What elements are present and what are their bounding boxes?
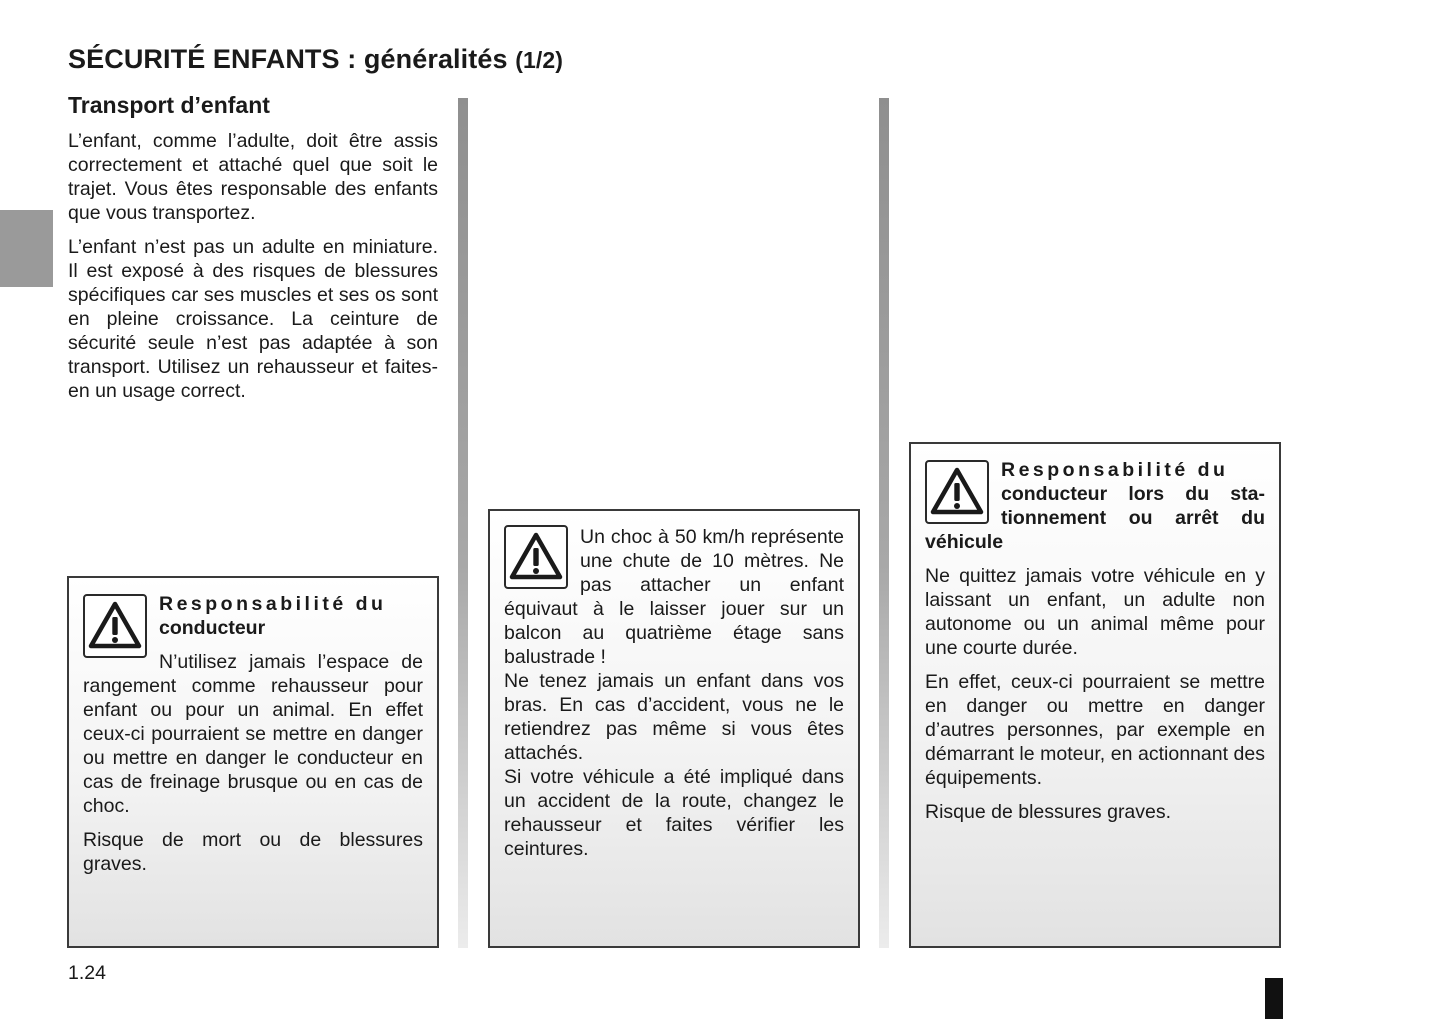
warning-triangle-icon: [504, 525, 568, 589]
section-paragraph: L’enfant n’est pas un adulte en miniature. Il est exposé à des risques de blessures spécifiques car ses muscles et ses os sont en pleine croissance. La ceinture de sécurité seule n’est pas adaptée à son transport. Utilisez un rehausseur et faites-en un usage correct.: [68, 236, 438, 402]
column-divider-left: [458, 98, 468, 948]
page-title: [68, 44, 563, 75]
warning-paragraph: Risque de blessures graves.: [925, 801, 1172, 823]
warning-paragraph: Ne tenez jamais un enfant dans vos bras. En cas d’accident, vous ne le retiendrez pas même si vous êtes attachés.: [504, 670, 844, 764]
section-transport: [68, 92, 438, 413]
warning-triangle-icon: [925, 460, 989, 524]
page-title-text: SÉCURITÉ ENFANTS : généralités: [68, 44, 508, 74]
thumb-index-mark: [1265, 978, 1283, 1019]
warning-box-crash: [488, 509, 860, 948]
chapter-tab: [0, 210, 53, 287]
warning-paragraph: Un choc à 50 km/h représente une chute de 10 mètres. Ne pas attacher un enfant équivaut à le laisser jouer sur un balcon au quatrième étage sans balustrade !: [504, 526, 844, 668]
warning-heading-line1: Responsabilité du: [1001, 459, 1229, 481]
section-title: Transport d’enfant: [68, 92, 270, 118]
warning-paragraph: Ne quittez jamais votre véhicule en y laissant un enfant, un adulte non autonome ou un animal même pour une courte durée.: [925, 565, 1265, 659]
warning-box-driver: [67, 576, 439, 948]
page-number: 1.24: [68, 962, 106, 984]
section-paragraph: L’enfant, comme l’adulte, doit être assis correctement et attaché quel que soit le trajet. Vous êtes responsable des enfants que vous transportez.: [68, 130, 438, 224]
warning-heading-line2: conducteur: [159, 617, 266, 639]
warning-box-parking: [909, 442, 1281, 948]
warning-paragraph: Risque de mort ou de blessures graves.: [83, 829, 423, 875]
warning-triangle-icon: [83, 594, 147, 658]
warning-heading-rest: conducteur lors du stationnement ou arrêt du véhicule: [925, 483, 1265, 553]
warning-paragraph: N’utilisez jamais l’espace de rangement comme rehausseur pour enfant ou pour un animal. En effet ceux-ci pourraient se mettre en danger ou mettre en danger le conducteur en cas de freinage brusque ou en cas de choc.: [83, 651, 423, 817]
column-divider-right: [879, 98, 889, 948]
page-title-suffix: (1/2): [515, 47, 563, 73]
warning-paragraph: Si votre véhicule a été impliqué dans un accident de la route, changez le rehausseur et faites vérifier les ceintures.: [504, 766, 844, 860]
warning-paragraph: En effet, ceux-ci pourraient se mettre en danger ou mettre en danger d’autres personnes, par exemple en démarrant le moteur, en actionnant des équipements.: [925, 671, 1265, 789]
warning-heading-line1: Responsabilité du: [159, 593, 387, 615]
